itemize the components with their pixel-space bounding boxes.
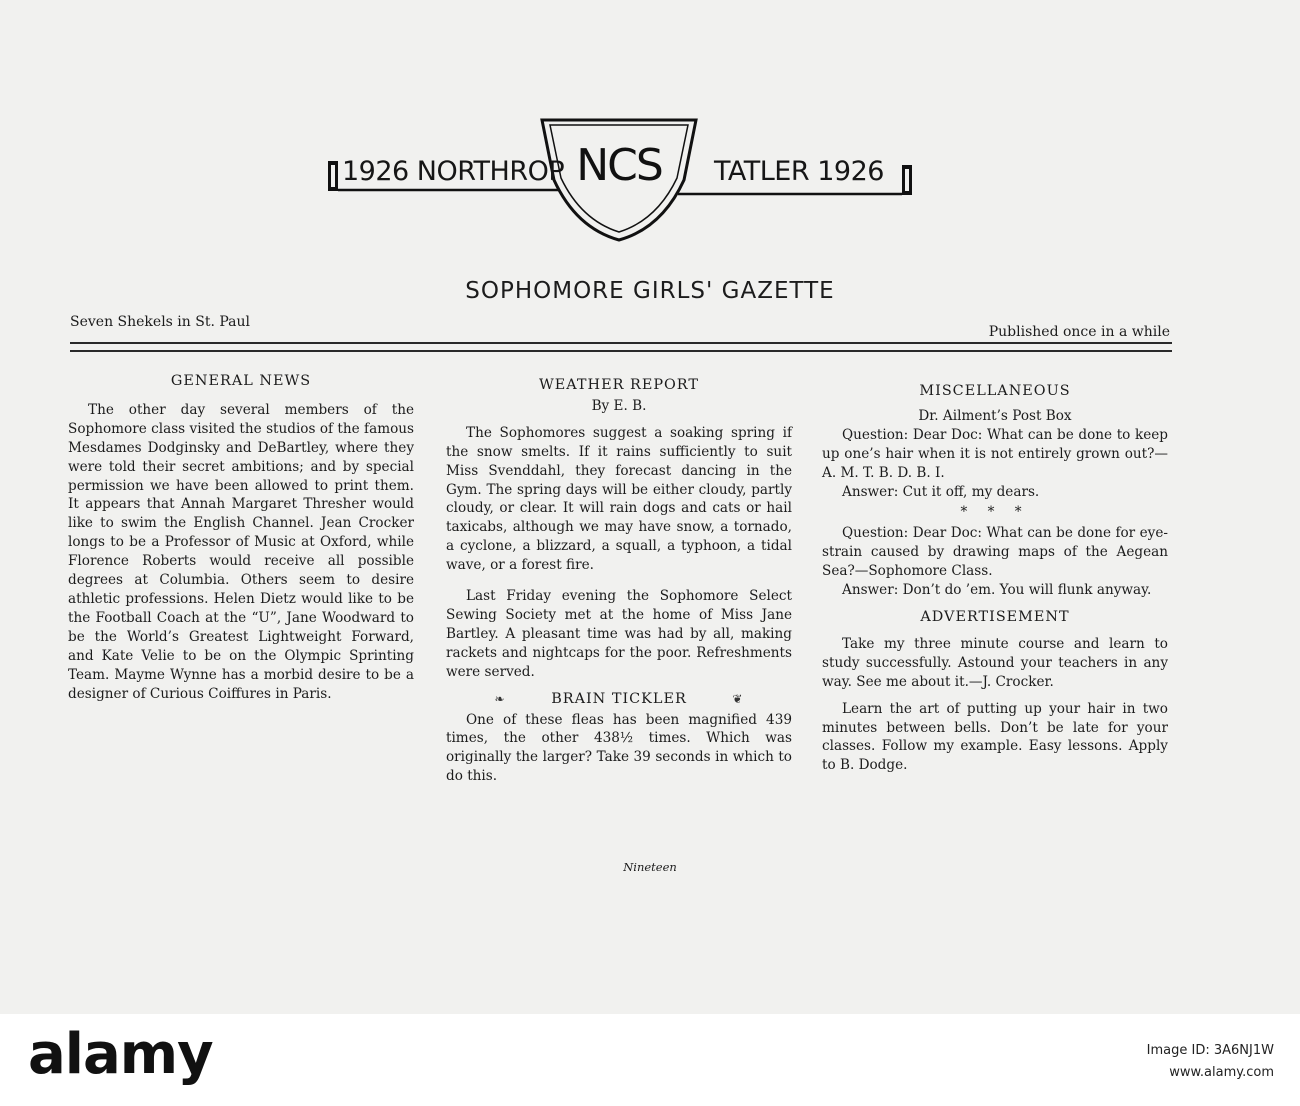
advertisement-2: Learn the art of putting up your hair in two minutes between bells. Don’t be late for your classes. Follow my example. Easy lessons. Apply to B. Dodge. <box>822 700 1168 774</box>
advertisement-heading: ADVERTISEMENT <box>920 608 1070 625</box>
column-weather <box>446 376 792 786</box>
general-news-body: The other day several members of the Sophomore class visited the studios of the famous Mesdames Dodginsky and DeBartley, where they were told their secret ambitions; and by special permission we have been allowed to print them. It appears that Annah Margaret Thresher would like to swim the English Channel. Jean Crocker longs to be a Professor of Music at Oxford, while Florence Roberts would receive all possible degrees at Columbia. Others seem to desire athletic professions. Helen Dietz would like to be the Football Coach at the “U”, Jane Woodward to be the World’s Greatest Lightweight Forward, and Kate Velie to be on the Olympic Sprinting Team. Mayme Wynne has a morbid desire to be a designer of Curious Coiffures in Paris. <box>68 401 414 702</box>
weather-body: The Sophomores suggest a soaking spring if the snow smelts. If it rains sufficiently to suit Miss Svenddahl, they forecast dancing in the Gym. The spring days will be either cloudy, partly cloudy, or clear. It will rain dogs and cats or hail taxicabs, although we may have snow, a tornado, a cyclone, a blizzard, a squall, a typhoon, a tidal wave, or a forest fire. <box>446 424 792 574</box>
question-2: Question: Dear Doc: What can be done for eye-strain caused by drawing maps of the Aegean Sea?—Sophomore Class. <box>822 525 1168 580</box>
header-rule-top <box>70 342 1172 344</box>
answer-2: Answer: Don’t do ’em. You will flunk anyway. <box>842 582 1152 599</box>
column-general-news <box>68 372 414 703</box>
brain-tickler-heading-row <box>446 690 792 709</box>
frequency-line: Published once in a while <box>988 324 1170 340</box>
price-line: Seven Shekels in St. Paul <box>70 314 251 330</box>
left-ornament-icon: ❧ <box>494 691 506 706</box>
post-box-subheading: Dr. Ailment’s Post Box <box>918 407 1072 424</box>
watermark-logo: alamy <box>28 1022 213 1087</box>
brain-tickler-heading: BRAIN TICKLER <box>551 690 687 707</box>
weather-heading: WEATHER REPORT <box>539 377 699 393</box>
page-number: Nineteen <box>623 860 677 874</box>
sewing-society-body: Last Friday evening the Sophomore Select Sewing Society met at the home of Miss Jane Bartley. A pleasant time was had by all, making rackets and nightcaps for the poor. Refreshments were served. <box>446 588 792 680</box>
header-rule-bottom <box>70 350 1172 352</box>
question-1: Question: Dear Doc: What can be done to keep up one’s hair when it is not entirely grown out?—A. M. T. B. D. B. I. <box>822 426 1168 481</box>
advertisement-1: Take my three minute course and learn to study successfully. Astound your teachers in any way. See me about it.—J. Crocker. <box>822 635 1168 690</box>
watermark-site: www.alamy.com <box>1169 1065 1274 1080</box>
watermark-info <box>1147 1040 1274 1084</box>
masthead-right-text: TATLER 1926 <box>714 156 884 187</box>
right-ornament-icon: ❦ <box>732 691 744 706</box>
general-news-heading: GENERAL NEWS <box>170 373 312 389</box>
crest-monogram: NCS <box>576 140 662 191</box>
misc-heading: MISCELLANEOUS <box>919 383 1071 399</box>
brain-tickler-body: One of these fleas has been magnified 439 times, the other 438½ times. Which was originally the larger? Take 39 seconds in which to do this. <box>446 711 792 785</box>
column-miscellaneous <box>822 382 1168 775</box>
weather-byline: By E. B. <box>591 397 647 414</box>
answer-1: Answer: Cut it off, my dears. <box>842 483 1040 500</box>
masthead-left-text: 1926 NORTHROP <box>342 156 565 187</box>
masthead <box>322 118 922 248</box>
watermark-image-id: Image ID: 3A6NJ1W <box>1146 1043 1274 1058</box>
separator-asterisks: * * * <box>960 504 1030 521</box>
gazette-title: SOPHOMORE GIRLS' GAZETTE <box>465 278 835 304</box>
